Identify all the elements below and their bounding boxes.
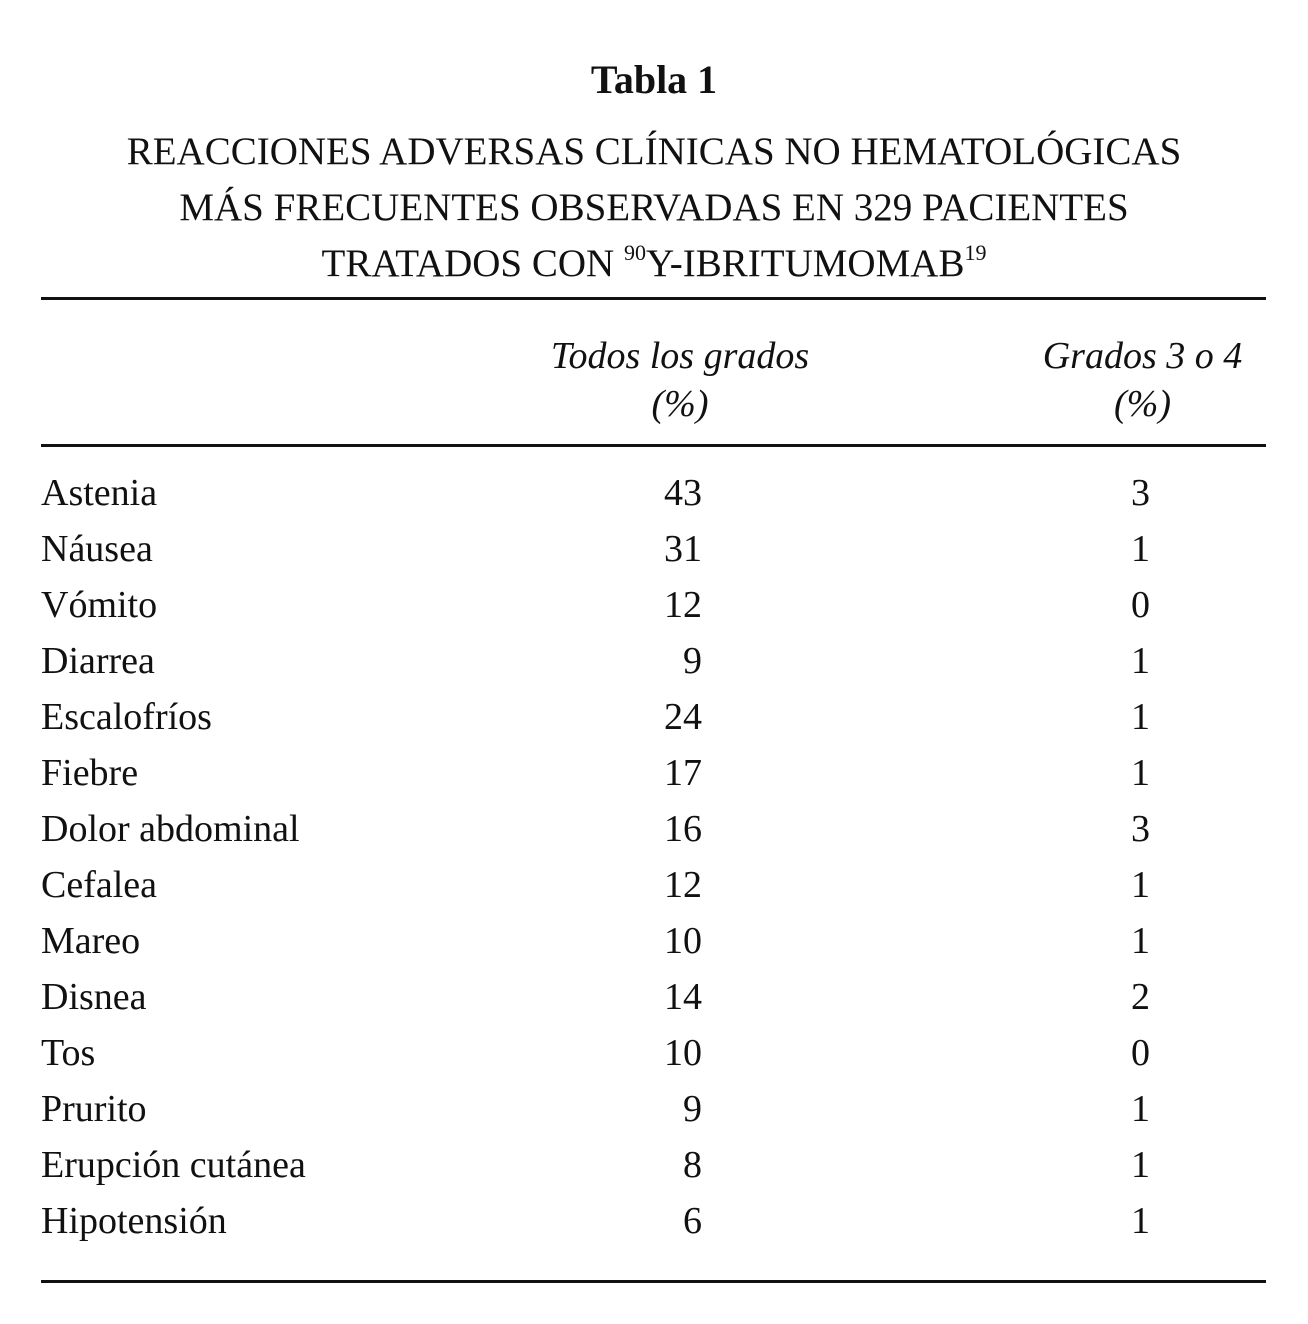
row-label: Prurito xyxy=(41,1088,147,1130)
cell-all-grades: 6 xyxy=(683,1200,702,1242)
table-row xyxy=(0,1025,1308,1081)
caption-line-3-prefix: TRATADOS CON xyxy=(321,242,624,285)
cell-all-grades: 9 xyxy=(683,1088,702,1130)
column-header-grades-3-4 xyxy=(1000,332,1285,428)
column-header-all-grades-title: Todos los grados xyxy=(550,335,810,377)
table-row xyxy=(0,1137,1308,1193)
cell-all-grades: 16 xyxy=(664,808,702,850)
row-label: Vómito xyxy=(41,584,158,626)
column-header-grades-3-4-title: Grados 3 o 4 xyxy=(1042,335,1243,377)
cell-all-grades: 10 xyxy=(664,1032,702,1074)
row-label: Escalofríos xyxy=(41,696,212,738)
caption-line-3-main: Y-IBRITUMOMAB xyxy=(645,242,965,285)
cell-all-grades: 10 xyxy=(664,920,702,962)
caption-line-1: REACCIONES ADVERSAS CLÍNICAS NO HEMATOLÓGICAS xyxy=(126,130,1182,173)
cell-grades-3-4: 1 xyxy=(1131,1088,1150,1130)
top-rule xyxy=(41,297,1266,300)
cell-grades-3-4: 3 xyxy=(1131,472,1150,514)
row-label: Cefalea xyxy=(41,864,158,906)
cell-grades-3-4: 1 xyxy=(1131,528,1150,570)
table-row xyxy=(0,857,1308,913)
cell-all-grades: 24 xyxy=(664,696,702,738)
table-caption xyxy=(0,124,1308,292)
cell-grades-3-4: 1 xyxy=(1131,696,1150,738)
table-row xyxy=(0,801,1308,857)
row-label: Mareo xyxy=(41,920,141,962)
reference-superscript: 19 xyxy=(964,240,987,265)
table-body xyxy=(0,465,1308,1249)
table-row xyxy=(0,1081,1308,1137)
row-label: Fiebre xyxy=(41,752,139,794)
cell-all-grades: 12 xyxy=(664,864,702,906)
bottom-rule xyxy=(41,1280,1266,1283)
cell-grades-3-4: 1 xyxy=(1131,920,1150,962)
cell-all-grades: 14 xyxy=(664,976,702,1018)
table-row xyxy=(0,465,1308,521)
caption-line-3 xyxy=(0,236,1308,292)
cell-grades-3-4: 1 xyxy=(1131,1200,1150,1242)
table-label: Tabla 1 xyxy=(590,57,718,102)
row-label: Hipotensión xyxy=(41,1200,227,1242)
caption-line-2: MÁS FRECUENTES OBSERVADAS EN 329 PACIENTES xyxy=(179,186,1129,229)
column-header-grades-3-4-unit: (%) xyxy=(1114,383,1171,425)
column-header-all-grades-unit: (%) xyxy=(651,383,709,425)
table-row xyxy=(0,913,1308,969)
table-row xyxy=(0,633,1308,689)
row-label: Dolor abdominal xyxy=(41,808,300,850)
cell-grades-3-4: 1 xyxy=(1131,752,1150,794)
row-label: Disnea xyxy=(41,976,147,1018)
column-header-all-grades xyxy=(480,332,880,428)
row-label: Astenia xyxy=(41,472,158,514)
row-label: Tos xyxy=(41,1032,96,1074)
row-label: Náusea xyxy=(41,528,153,570)
cell-all-grades: 9 xyxy=(683,640,702,682)
table-row xyxy=(0,1193,1308,1249)
cell-grades-3-4: 3 xyxy=(1131,808,1150,850)
cell-grades-3-4: 1 xyxy=(1131,640,1150,682)
table-row xyxy=(0,521,1308,577)
table-row xyxy=(0,577,1308,633)
cell-all-grades: 8 xyxy=(683,1144,702,1186)
cell-all-grades: 12 xyxy=(664,584,702,626)
cell-grades-3-4: 2 xyxy=(1131,976,1150,1018)
cell-all-grades: 17 xyxy=(664,752,702,794)
cell-grades-3-4: 0 xyxy=(1131,584,1150,626)
table-row xyxy=(0,745,1308,801)
cell-grades-3-4: 1 xyxy=(1131,1144,1150,1186)
cell-grades-3-4: 1 xyxy=(1131,864,1150,906)
table-row xyxy=(0,969,1308,1025)
cell-grades-3-4: 0 xyxy=(1131,1032,1150,1074)
header-rule xyxy=(41,444,1266,447)
cell-all-grades: 31 xyxy=(664,528,702,570)
isotope-superscript: 90 xyxy=(623,240,646,265)
row-label: Erupción cutánea xyxy=(41,1144,306,1186)
cell-all-grades: 43 xyxy=(664,472,702,514)
table-row xyxy=(0,689,1308,745)
row-label: Diarrea xyxy=(41,640,155,682)
